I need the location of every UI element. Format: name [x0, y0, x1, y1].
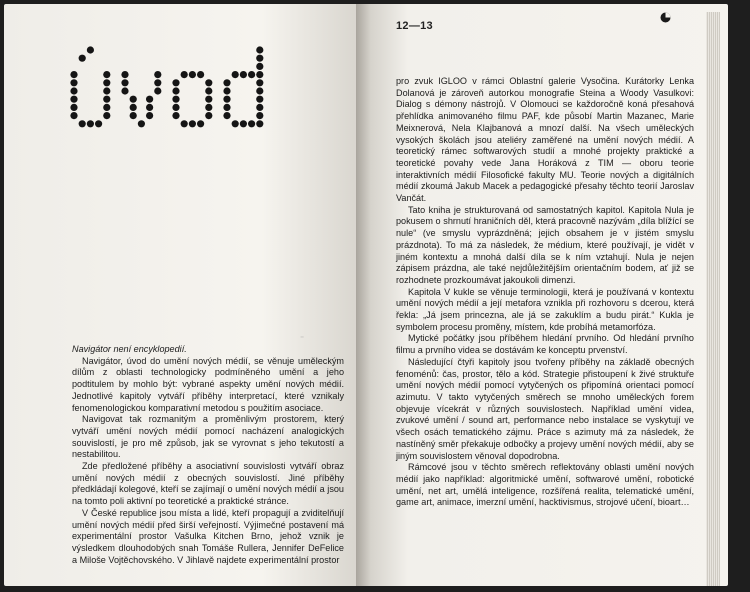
- circle-mark-icon: [660, 12, 671, 23]
- title-dot: [189, 71, 196, 78]
- paragraph: pro zvuk IGLOO v rámci Oblastní galerie Vysočina. Kurátorky Lenka Dolanová je zároveň autorkou monografie Steina a Woody Vasulkovi: Dialog s démony nástrojů. V Olomouci se každoročně koná přesahová přehlídka animovaného filmu PAF, kde působí Martin Mazanec, Marie Meixnerová, Nela Klajbanová a mnozí další. Na všech uměleckých vysokých školách jsou ateliéry zaměřené na umění nových médií. A teoretický rámec softwarových studií a mnohé projekty praktické a teoretické povahy vede Jana Horáková z TIM — oboru teorie interaktivních médií Filosofické fakulty MU. Teorie nových a digitálních médií zkoumá Jakub Macek a pedagogické přesahy těchto teorií Jaroslav Vančát.: [396, 76, 694, 204]
- title-dot: [121, 87, 128, 94]
- title-dot: [256, 55, 263, 62]
- title-dot: [223, 79, 230, 86]
- title-dot: [256, 46, 263, 53]
- title-dot: [248, 71, 255, 78]
- title-dot: [70, 96, 77, 103]
- title-dot: [87, 120, 94, 127]
- title-dot: [121, 79, 128, 86]
- left-page: [4, 4, 372, 586]
- title-dot: [172, 104, 179, 111]
- title-dot: [256, 112, 263, 119]
- title-dot: [121, 71, 128, 78]
- title-dot: [205, 79, 212, 86]
- title-dot: [130, 112, 137, 119]
- left-column-text: [72, 344, 344, 566]
- title-dot: [130, 96, 137, 103]
- title-dot: [103, 112, 110, 119]
- title-dot: [79, 55, 86, 62]
- title-dot: [256, 87, 263, 94]
- title-dot: [232, 120, 239, 127]
- title-dot: [189, 120, 196, 127]
- title-dot: [103, 104, 110, 111]
- smudge-mark: ⁻: [300, 334, 305, 343]
- title-dot: [70, 71, 77, 78]
- dotted-title-graphic: [68, 44, 288, 139]
- paragraph: Mytické počátky jsou příběhem hledání prvního. Od hledání prvního filmu a prvního videa se dostávám ke konceptu prvenství.: [396, 333, 694, 356]
- title-dot: [138, 120, 145, 127]
- title-dot: [248, 120, 255, 127]
- title-dot: [197, 120, 204, 127]
- title-dot: [256, 120, 263, 127]
- title-dot: [154, 87, 161, 94]
- page-number: 12—13: [396, 20, 433, 32]
- title-dot: [154, 79, 161, 86]
- title-dot: [146, 104, 153, 111]
- title-dot: [172, 87, 179, 94]
- title-dot: [240, 120, 247, 127]
- title-dot: [87, 46, 94, 53]
- title-dot: [223, 104, 230, 111]
- title-dot: [256, 104, 263, 111]
- title-dot: [154, 71, 161, 78]
- title-dot: [181, 71, 188, 78]
- title-dot: [205, 112, 212, 119]
- title-dot: [146, 112, 153, 119]
- title-dot: [70, 104, 77, 111]
- title-dot: [70, 112, 77, 119]
- title-dot: [223, 112, 230, 119]
- title-dot: [181, 120, 188, 127]
- right-column-text: [396, 76, 694, 509]
- title-dot: [232, 71, 239, 78]
- title-dot: [172, 79, 179, 86]
- title-dot: [197, 71, 204, 78]
- title-dot: [79, 120, 86, 127]
- paragraph: Následující čtyři kapitoly jsou tvořeny příběhy na základě obecných fenoménů: čas, prostor, tělo a kód. Strategie přistoupení k živé struktuře umění nových médií pomocí vytyčených os připomíná orientaci pomocí azimutu. V takto vytyčených směrech se mnoho uměleckých forem objevuje vícekrát v různých souvislostech. Například umění videa, zvukové umění / sound art, performance nebo instalace se vyskytují ve všech osách tematického zájmu. Práce s azimuty má za následek, že nastíněný směr překakuje odbočky a projevy umění nových médií, aby se jiným souvislostem věnoval dopodrobna.: [396, 356, 694, 461]
- paragraph: Kapitola V kukle se věnuje terminologii, která je používaná v kontextu umění nových médií a její metafora vznikla při rozhovoru s dcerou, která řekla: „Já jsem princezna, ale já se zakuklím a budu pirát.“ Kukla je symbolem procesu proměny, místem, kde probíhá metamorfóza.: [396, 286, 694, 332]
- title-dot: [205, 87, 212, 94]
- page-edge-stack: [706, 12, 720, 586]
- title-dot: [103, 71, 110, 78]
- title-dot: [223, 96, 230, 103]
- paragraph: Navigovat tak rozmanitým a proměnlivým prostorem, který vytváří umění nových médií pomocí nacházení analogických souvislostí, je pro mě způsob, jak se vyrovnat s jeho tekutostí a nestabilitou.: [72, 414, 344, 460]
- paragraph: Rámcové jsou v těchto směrech reflektovány oblasti umění nových médií jako například: algoritmické umění, softwarové umění, robotické umění, net art, umělá inteligence, rozšířená realita, telematické umění, game art, animace, imerzní umění, hacktivismus, strojové učení, bioart…: [396, 462, 694, 508]
- title-dot: [256, 63, 263, 70]
- title-dot: [146, 96, 153, 103]
- title-dot: [70, 79, 77, 86]
- title-dot: [256, 71, 263, 78]
- title-dot: [103, 96, 110, 103]
- paragraph: V České republice jsou místa a lidé, kteří propagují a zviditelňují umění nových médií před širší veřejností. Výjimečné postavení má experimentální prostor Vašulka Kitchen Brno, jehož vznik je výsledkem dlouhodobých snah Tomáše Rullera, Jennifer DeFelice a Miloše Vojtěchovského. V Jihlavě najdete experimentální prostor: [72, 507, 344, 565]
- title-dot: [103, 79, 110, 86]
- title-dot: [103, 87, 110, 94]
- title-dot: [256, 79, 263, 86]
- title-dot: [172, 112, 179, 119]
- title-dot: [70, 87, 77, 94]
- title-dot: [205, 104, 212, 111]
- title-dot: [95, 120, 102, 127]
- title-dot: [240, 71, 247, 78]
- paragraph: Zde předložené příběhy a asociativní souvislosti vytváří obraz umění nových médií z obecných souvislostí. Jiné příběhy předkládají kolegové, kteří se zajímají o umění nových médií a jsou na tomto poli aktivní po teoretické a praktické stránce.: [72, 461, 344, 507]
- title-dot: [172, 96, 179, 103]
- title-dot: [130, 104, 137, 111]
- paragraph: Navigátor, úvod do umění nových médií, se věnuje uměleckým dílům z oblasti technologicky podmíněného umění a jeho podtitulem by mohlo být: vybrané aspekty umění nových médií. Jednotlivé kapitoly vytváří příběhy interpretací, které vznikaly fenomenologickou komparativní metodou s použitím asociace.: [72, 355, 344, 413]
- title-dot: [223, 87, 230, 94]
- paragraph: Tato kniha je strukturovaná od samostatných kapitol. Kapitola Nula je pokusem o shrnutí hraničních děl, která pracovně nazývám „díla blížící se nule“ (ve smyslu vyprázdněná; jejich obsahem je v jistém smyslu prázdnota). To má za následek, že médium, které používají, je vidět v jiném kontextu a mnohá další díla se k ním vztahují. Nula je nejen zápisem prázdna, ale také nejdůležitějším orientačním bodem, ať již se rozhodnete prozkoumávat jakoukoli dimenzi.: [396, 204, 694, 285]
- title-dot: [256, 96, 263, 103]
- title-dot: [205, 96, 212, 103]
- paragraph: Navigátor není encyklopedií.: [72, 344, 187, 354]
